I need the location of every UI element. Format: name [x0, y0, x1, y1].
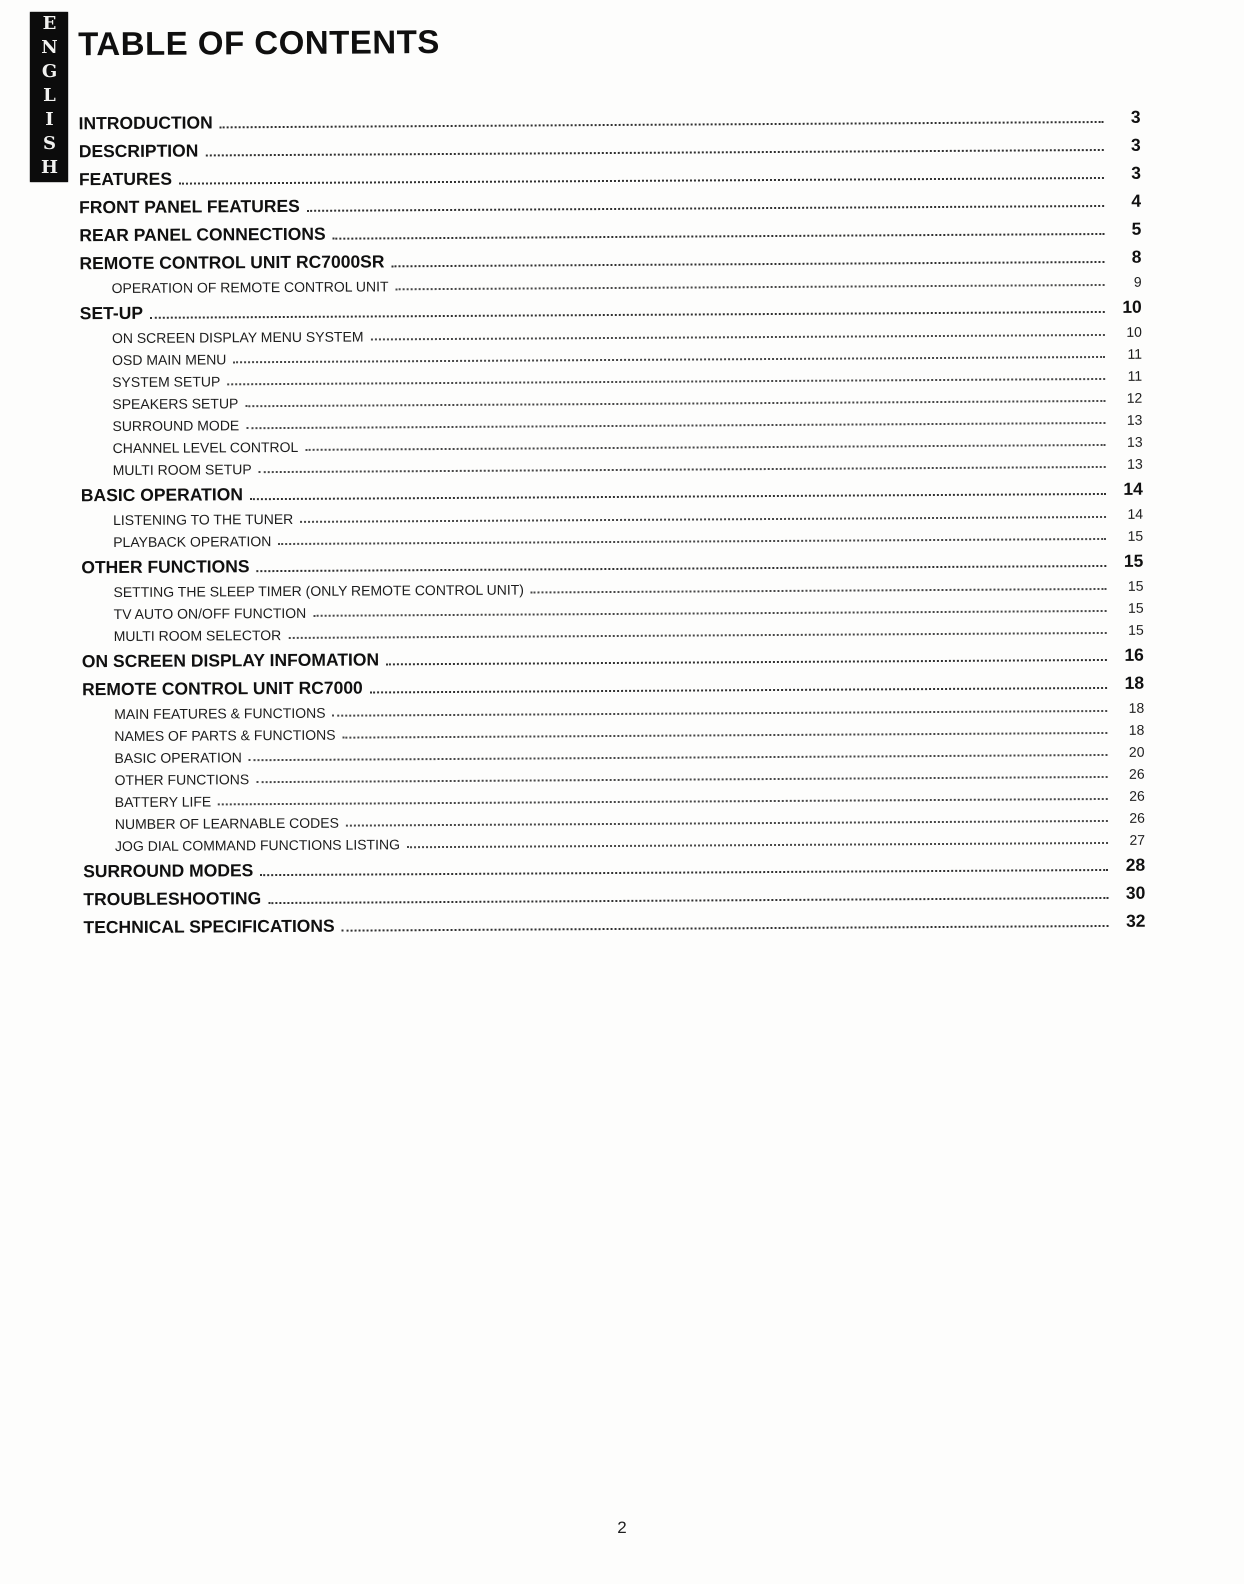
- dot-leader: [250, 493, 1106, 500]
- toc-entry-label: CHANNEL LEVEL CONTROL: [112, 438, 299, 457]
- toc-entry-page: 18: [1128, 721, 1145, 738]
- toc-entry-label: TROUBLESHOOTING: [83, 888, 262, 910]
- toc-entry-page: 3: [1130, 106, 1141, 127]
- toc-entry-page: 26: [1129, 787, 1145, 804]
- dot-leader: [246, 422, 1105, 429]
- dot-leader: [268, 897, 1108, 904]
- toc-entry-page: 26: [1128, 765, 1145, 782]
- toc-entry-label: BASIC OPERATION: [114, 749, 242, 767]
- toc-entry-page: 18: [1124, 672, 1145, 693]
- toc-entry-page: 27: [1129, 831, 1146, 848]
- toc-entry-page: 13: [1126, 433, 1143, 450]
- dot-leader: [370, 687, 1107, 694]
- dot-leader: [288, 632, 1106, 639]
- toc-entry-page: 26: [1129, 809, 1145, 826]
- toc-entry-page: 9: [1133, 273, 1142, 290]
- page-content: [78, 19, 1146, 941]
- toc-entry-label: ON SCREEN DISPLAY MENU SYSTEM: [111, 328, 364, 347]
- toc-entry-label: SURROUND MODE: [112, 417, 240, 435]
- dot-leader: [407, 842, 1108, 848]
- toc-entry-label: OPERATION OF REMOTE CONTROL UNIT: [111, 278, 389, 297]
- toc-entry-label: NUMBER OF LEARNABLE CODES: [114, 814, 339, 833]
- toc-entry-label: REMOTE CONTROL UNIT RC7000: [82, 677, 363, 700]
- toc-entry-page: 15: [1123, 550, 1144, 571]
- footer-page-number: 2: [617, 1518, 627, 1537]
- dot-leader: [233, 356, 1105, 363]
- toc-entry-label: DESCRIPTION: [78, 140, 199, 162]
- toc-entry-page: 3: [1131, 162, 1141, 183]
- toc-entry-page: 15: [1128, 621, 1144, 638]
- dot-leader: [300, 516, 1106, 523]
- toc-entry-page: 12: [1126, 389, 1143, 406]
- toc-entry-page: 13: [1126, 411, 1143, 428]
- toc-entry-label: OSD MAIN MENU: [112, 351, 227, 369]
- toc-entry-label: BATTERY LIFE: [114, 793, 212, 811]
- dot-leader: [179, 177, 1104, 185]
- toc-entry-page: 15: [1127, 599, 1144, 616]
- dot-leader: [245, 400, 1105, 407]
- toc-list: [79, 103, 1146, 941]
- toc-entry-label: OTHER FUNCTIONS: [81, 556, 250, 578]
- toc-entry-label: MULTI ROOM SETUP: [112, 461, 252, 479]
- toc-entry-page: 18: [1128, 699, 1145, 716]
- toc-entry-label: TV AUTO ON/OFF FUNCTION: [113, 604, 307, 623]
- dot-leader: [259, 466, 1106, 473]
- dot-leader: [343, 732, 1108, 739]
- toc-entry-page: 3: [1130, 134, 1141, 155]
- toc-entry-label: LISTENING TO THE TUNER: [112, 510, 294, 529]
- toc-entry-label: MAIN FEATURES & FUNCTIONS: [114, 704, 326, 723]
- toc-entry-page: 15: [1127, 527, 1144, 544]
- dot-leader: [333, 710, 1108, 717]
- dot-leader: [256, 776, 1107, 783]
- toc-entry-page: 10: [1122, 296, 1142, 317]
- toc-entry-page: 15: [1127, 577, 1144, 594]
- dot-leader: [220, 121, 1104, 128]
- toc-entry-label: MULTI ROOM SELECTOR: [113, 627, 282, 645]
- dot-leader: [391, 261, 1104, 267]
- toc-entry-label: REAR PANEL CONNECTIONS: [79, 223, 326, 246]
- toc-entry-label: FRONT PANEL FEATURES: [79, 195, 300, 218]
- dot-leader: [249, 754, 1108, 761]
- toc-entry-page: 4: [1131, 190, 1142, 211]
- dot-leader: [313, 610, 1106, 617]
- toc-entry-label: REMOTE CONTROL UNIT RC7000SR: [79, 251, 385, 274]
- dot-leader: [150, 311, 1105, 319]
- toc-entry-page: 16: [1124, 644, 1144, 665]
- toc-entry-label: TECHNICAL SPECIFICATIONS: [83, 915, 335, 938]
- language-tab: [30, 12, 68, 182]
- toc-entry-page: 20: [1128, 743, 1145, 760]
- dot-leader: [260, 869, 1108, 876]
- toc-entry-label: ON SCREEN DISPLAY INFOMATION: [81, 649, 380, 672]
- dot-leader: [278, 538, 1106, 545]
- toc-entry-label: SET-UP: [79, 302, 144, 324]
- dot-leader: [531, 588, 1107, 594]
- dot-leader: [396, 284, 1105, 290]
- toc-entry-label: BASIC OPERATION: [80, 484, 243, 506]
- dot-leader: [342, 925, 1109, 932]
- toc-entry-page: 8: [1131, 246, 1142, 267]
- toc-entry-page: 14: [1123, 478, 1143, 499]
- toc-entry-page: 11: [1127, 345, 1143, 362]
- toc-entry-label: SURROUND MODES: [83, 860, 254, 882]
- toc-entry: [83, 907, 1145, 941]
- dot-leader: [257, 565, 1107, 572]
- dot-leader: [333, 233, 1105, 240]
- dot-leader: [227, 378, 1105, 385]
- dot-leader: [205, 149, 1103, 156]
- toc-entry-page: 32: [1125, 910, 1146, 931]
- toc-entry-label: FEATURES: [78, 168, 173, 190]
- dot-leader: [370, 334, 1104, 340]
- dot-leader: [307, 205, 1104, 212]
- dot-leader: [218, 798, 1108, 805]
- dot-leader: [305, 444, 1105, 451]
- toc-entry-label: JOG DIAL COMMAND FUNCTIONS LISTING: [114, 836, 401, 855]
- toc-entry-page: 5: [1131, 218, 1142, 239]
- toc-entry-label: INTRODUCTION: [78, 112, 213, 134]
- toc-entry-page: 14: [1127, 505, 1144, 522]
- toc-entry-page: 10: [1126, 323, 1142, 340]
- dot-leader: [346, 820, 1108, 827]
- toc-entry-label: OTHER FUNCTIONS: [114, 771, 250, 789]
- toc-entry-page: 28: [1125, 854, 1146, 875]
- toc-entry-label: SYSTEM SETUP: [112, 373, 221, 391]
- toc-entry-page: 30: [1125, 882, 1146, 903]
- toc-entry-page: 11: [1127, 367, 1143, 384]
- page-title: TABLE OF CONTENTS: [78, 23, 440, 63]
- dot-leader: [386, 659, 1107, 665]
- toc-entry-page: 13: [1127, 455, 1143, 472]
- language-tab-label: ENGLISH: [39, 13, 60, 181]
- toc-entry-label: SPEAKERS SETUP: [112, 395, 239, 413]
- toc-entry-label: SETTING THE SLEEP TIMER (ONLY REMOTE CONTROL UNIT): [113, 581, 524, 601]
- toc-entry-label: NAMES OF PARTS & FUNCTIONS: [114, 726, 336, 745]
- toc-entry-label: PLAYBACK OPERATION: [113, 533, 272, 551]
